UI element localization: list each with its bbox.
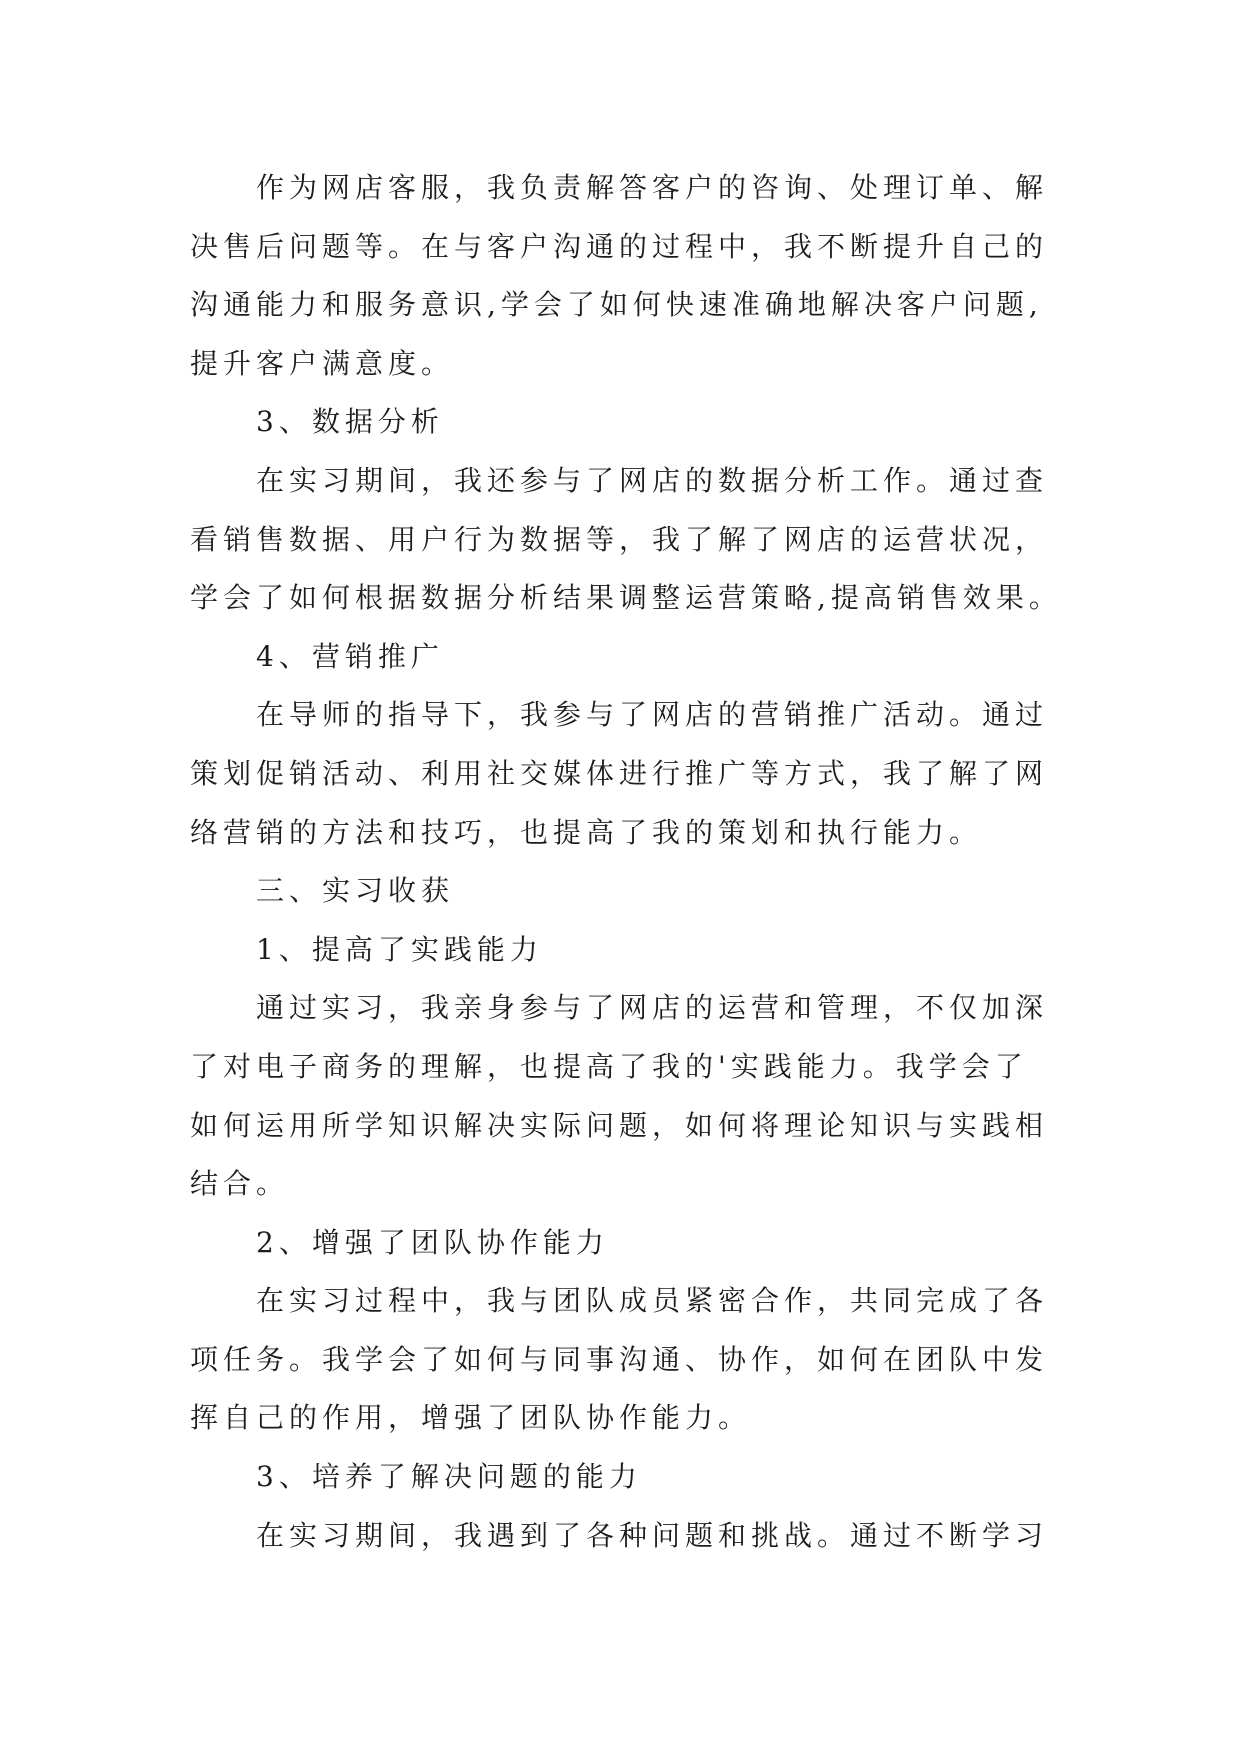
heading-text: 三、实习收获 — [256, 874, 455, 908]
text-line: 沟通能力和服务意识,学会了如何快速准确地解决客户问题, — [190, 288, 1043, 322]
heading-text: 1、提高了实践能力 — [256, 932, 543, 966]
text-line: 在实习期间，我遇到了各种问题和挑战。通过不断学习 — [256, 1518, 1049, 1552]
text-line: 通过实习，我亲身参与了网店的运营和管理，不仅加深 — [256, 991, 1049, 1025]
text-line: 决售后问题等。在与客户沟通的过程中，我不断提升自己的 — [190, 229, 1049, 263]
text-line: 学会了如何根据数据分析结果调整运营策略,提高销售效果。 — [190, 581, 1062, 615]
text-line: 结合。 — [190, 1167, 290, 1201]
paragraph-problem-solving — [190, 1507, 1070, 1566]
document-body — [190, 159, 1070, 1565]
subheading-teamwork — [190, 1214, 1070, 1273]
paragraph-practical-ability — [190, 979, 1070, 1213]
text-line: 项任务。我学会了如何与同事沟通、协作，如何在团队中发 — [190, 1342, 1049, 1376]
subheading-problem-solving — [190, 1448, 1070, 1507]
text-line: 络营销的方法和技巧，也提高了我的策划和执行能力。 — [190, 815, 983, 849]
paragraph-teamwork — [190, 1272, 1070, 1448]
text-line: 在实习过程中，我与团队成员紧密合作，共同完成了各 — [256, 1284, 1049, 1318]
paragraph-data-analysis — [190, 452, 1070, 628]
paragraph-customer-service — [190, 159, 1070, 393]
text-line: 如何运用所学知识解决实际问题，如何将理论知识与实践相 — [190, 1108, 1049, 1142]
paragraph-marketing — [190, 686, 1070, 862]
section-heading-gains — [190, 862, 1070, 921]
heading-text: 2、增强了团队协作能力 — [256, 1225, 609, 1259]
section-heading-marketing — [190, 628, 1070, 687]
text-line: 提升客户满意度。 — [190, 346, 455, 380]
text-line: 了对电子商务的理解，也提高了我的'实践能力。我学会了 — [190, 1049, 1028, 1083]
text-line: 作为网店客服，我负责解答客户的咨询、处理订单、解 — [256, 171, 1049, 204]
subheading-practical-ability — [190, 921, 1070, 980]
heading-text: 3、数据分析 — [256, 405, 444, 439]
text-line: 在导师的指导下，我参与了网店的营销推广活动。通过 — [256, 698, 1049, 732]
text-line: 挥自己的作用，增强了团队协作能力。 — [190, 1401, 752, 1435]
heading-text: 4、营销推广 — [256, 639, 444, 673]
text-line: 看销售数据、用户行为数据等，我了解了网店的运营状况， — [190, 522, 1049, 556]
section-heading-data-analysis — [190, 393, 1070, 452]
text-line: 在实习期间，我还参与了网店的数据分析工作。通过查 — [256, 463, 1049, 497]
text-line: 策划促销活动、利用社交媒体进行推广等方式，我了解了网 — [190, 756, 1049, 790]
heading-text: 3、培养了解决问题的能力 — [256, 1460, 642, 1494]
